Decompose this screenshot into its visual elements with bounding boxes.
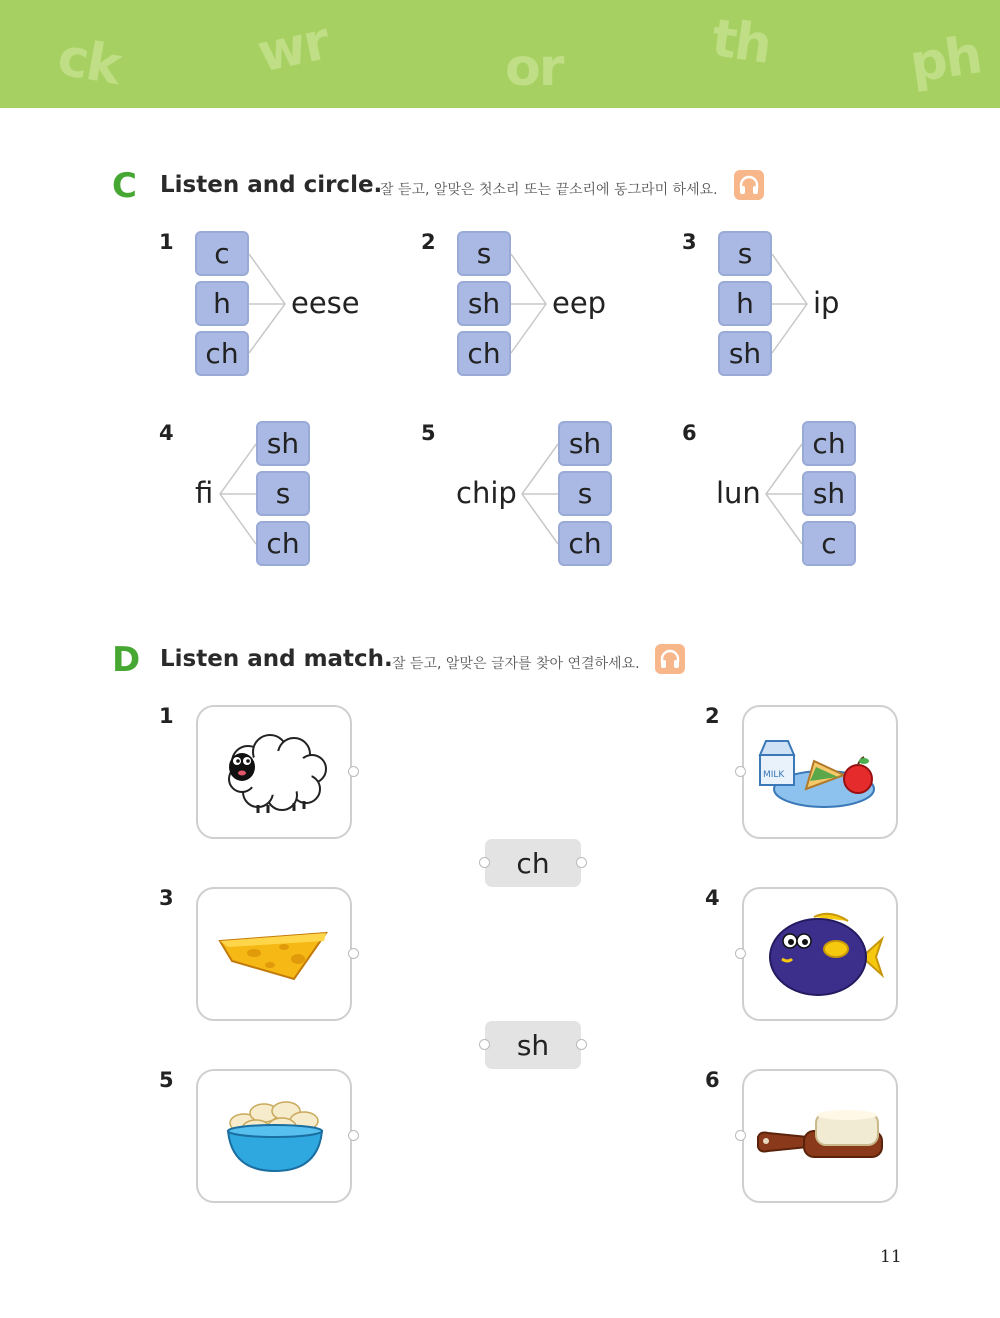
word-beginning: chip [456, 476, 517, 510]
match-dot[interactable] [348, 1130, 359, 1141]
headphones-icon[interactable] [655, 644, 685, 674]
banner-deco-3: or [505, 38, 563, 98]
item-number: 5 [421, 421, 436, 445]
option-chip[interactable]: s [558, 471, 612, 516]
section-c-letter: C [112, 166, 137, 206]
option-chip[interactable]: sh [718, 331, 772, 376]
word-beginning: lun [716, 476, 761, 510]
section-c-subtitle: 잘 듣고, 알맞은 첫소리 또는 끝소리에 동그라미 하세요. [380, 182, 718, 198]
banner-deco-1: ck [53, 27, 125, 97]
item-number: 6 [682, 421, 697, 445]
match-dot[interactable] [735, 766, 746, 777]
item-number: 1 [159, 230, 174, 254]
option-chip[interactable]: ch [195, 331, 249, 376]
match-dot[interactable] [735, 1130, 746, 1141]
match-dot[interactable] [348, 948, 359, 959]
item-number: 1 [159, 704, 174, 728]
section-c-title: Listen and circle. [160, 172, 383, 198]
banner-deco-4: th [708, 8, 774, 76]
item-number: 2 [705, 704, 720, 728]
match-dot[interactable] [576, 1039, 587, 1050]
option-chip[interactable]: s [256, 471, 310, 516]
option-chip[interactable]: sh [256, 421, 310, 466]
option-chip[interactable]: c [802, 521, 856, 566]
option-chip[interactable]: h [718, 281, 772, 326]
item-number: 2 [421, 230, 436, 254]
item-number: 3 [159, 886, 174, 910]
banner-deco-5: ph [906, 25, 985, 95]
match-dot[interactable] [479, 1039, 490, 1050]
milk-label: MILK [763, 770, 785, 780]
match-dot[interactable] [348, 766, 359, 777]
item-number: 5 [159, 1068, 174, 1092]
match-dot[interactable] [479, 857, 490, 868]
option-chip[interactable]: s [457, 231, 511, 276]
option-chip[interactable]: sh [558, 421, 612, 466]
item-number: 4 [705, 886, 720, 910]
option-chip[interactable]: ch [457, 331, 511, 376]
option-chip[interactable]: ch [256, 521, 310, 566]
item-number: 3 [682, 230, 697, 254]
picture-card-fish[interactable] [742, 887, 898, 1021]
item-number: 4 [159, 421, 174, 445]
word-ending: eep [552, 286, 607, 320]
picture-card-lunch[interactable] [742, 705, 898, 839]
option-chip[interactable]: c [195, 231, 249, 276]
banner-deco-2: wr [252, 11, 334, 85]
sheep-icon [198, 707, 350, 837]
section-d-title: Listen and match. [160, 646, 393, 672]
word-ending: eese [291, 286, 360, 320]
sound-pill-ch[interactable]: ch [485, 839, 581, 887]
page-number: 11 [880, 1247, 902, 1267]
brush-icon [744, 1071, 896, 1201]
section-d-subtitle: 잘 듣고, 알맞은 글자를 찾아 연결하세요. [392, 656, 640, 672]
word-ending: ip [813, 286, 840, 320]
fish-icon [744, 889, 896, 1019]
lunch-icon [744, 707, 896, 837]
sound-pill-sh[interactable]: sh [485, 1021, 581, 1069]
picture-card-brush[interactable] [742, 1069, 898, 1203]
picture-card-sheep[interactable] [196, 705, 352, 839]
option-chip[interactable]: s [718, 231, 772, 276]
word-beginning: fi [195, 476, 214, 510]
option-chip[interactable]: ch [558, 521, 612, 566]
section-d-letter: D [112, 640, 141, 680]
chips-icon [198, 1071, 350, 1201]
option-chip[interactable]: sh [457, 281, 511, 326]
option-chip[interactable]: sh [802, 471, 856, 516]
picture-card-chips[interactable] [196, 1069, 352, 1203]
option-chip[interactable]: h [195, 281, 249, 326]
picture-card-cheese[interactable] [196, 887, 352, 1021]
cheese-icon [198, 889, 350, 1019]
match-dot[interactable] [735, 948, 746, 959]
match-dot[interactable] [576, 857, 587, 868]
option-chip[interactable]: ch [802, 421, 856, 466]
item-number: 6 [705, 1068, 720, 1092]
